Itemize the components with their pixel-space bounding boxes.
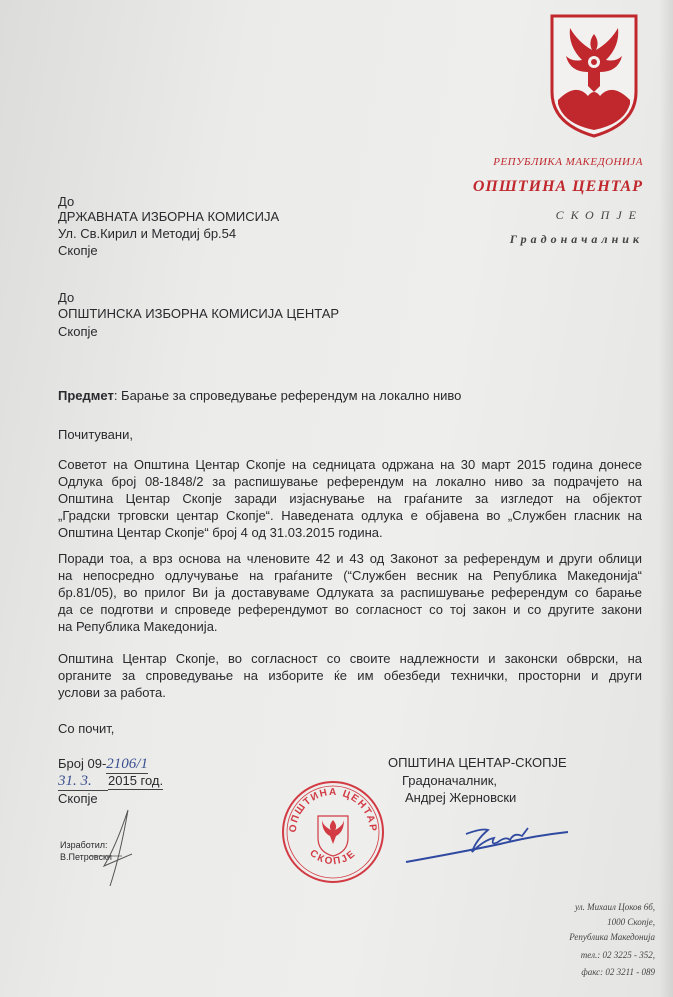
reference-number-handwritten: 2106/1	[106, 756, 148, 772]
reference-city: Скопје	[58, 791, 98, 806]
subject-line	[58, 387, 461, 404]
reference-date-handwritten: 31. 3.	[58, 773, 108, 791]
recipient2-city: Скопје	[58, 324, 98, 339]
letterhead-city: СКОПЈЕ	[555, 208, 643, 222]
stamp-bottom-text: СКОПЈЕ	[307, 847, 359, 868]
svg-text:СКОПЈЕ	[307, 848, 358, 868]
letterhead-municipality: ОПШТИНА ЦЕНТАР	[472, 178, 643, 195]
paragraph-2	[58, 550, 642, 635]
mayor-signature	[402, 818, 572, 874]
recipient2-to: До	[58, 290, 75, 305]
signatory-org: ОПШТИНА ЦЕНТАР-СКОПЈЕ	[388, 755, 567, 770]
page-edge-shadow	[659, 0, 673, 997]
greeting: Почитувани,	[58, 427, 133, 442]
paragraph-3	[58, 650, 642, 701]
recipient1-name: ДРЖАВНАТА ИЗБОРНА КОМИСИЈА	[58, 209, 280, 224]
recipient1-to: До	[58, 194, 75, 209]
stamp-top-text: ОПШТИНА ЦЕНТАР	[287, 786, 379, 833]
address-country: Република Македонија	[569, 932, 655, 942]
subject-text: : Барање за спроведување референдум на локално ниво	[113, 388, 462, 403]
paragraph-1	[58, 456, 642, 541]
paragraph-2-line: на Република Македонија.	[58, 619, 218, 634]
reference-number-prefix: Број 09-	[58, 756, 107, 771]
paragraph-1-line: Советот на Општина Центар Скопје на седницата одржана на 30 март 2015 година донесе	[58, 457, 642, 472]
prepared-by-name: В.Петровски	[60, 852, 112, 862]
reference-date-suffix: 2015 год.	[108, 773, 164, 788]
paragraph-3-line: Општина Центар Скопје, во согласност со своите надлежности и законски обврски, на	[58, 651, 642, 666]
paragraph-2-line: бр.81/05), во прилог Ви ја доставуваме Одлуката за распишување референдум со барање	[58, 585, 642, 600]
official-stamp	[278, 776, 388, 888]
letterhead-republic: РЕПУБЛИКА МАКЕДОНИЈА	[493, 156, 643, 168]
paragraph-3-line: услови за работа.	[58, 685, 166, 700]
paragraph-1-line: „Градски трговски центар Скопје“. Наведената одлука е објавена во „Службен гласник на	[58, 508, 642, 523]
prepared-by-label: Изработил:	[60, 840, 108, 850]
closing: Со почит,	[58, 721, 115, 736]
paragraph-1-line: Општина Центар Скопје“ број 4 од 31.03.2015 година.	[58, 525, 383, 540]
subject-label: Предмет	[58, 388, 114, 403]
address-street: ул. Михаил Цоков 6б,	[574, 902, 655, 912]
paragraph-1-line: Општина Центар Скопје заради изјаснување на граѓаните за изгледот на објектот	[58, 491, 642, 506]
signatory-role: Градоначалник,	[402, 773, 498, 788]
paragraph-2-line: на непосредно одлучување на граѓаните (“Службен весник на Република Македонија“	[58, 568, 642, 583]
recipient1-city: Скопје	[58, 243, 98, 258]
reference-date	[58, 772, 163, 791]
prepared-by-signature	[60, 806, 150, 886]
recipient1-street: Ул. Св.Кирил и Методиј бр.54	[58, 226, 237, 241]
paragraph-2-line: да се подготви и спроведе референдумот во согласност со тој закон и со другите закони	[58, 602, 642, 617]
address-postal: 1000 Скопје,	[607, 917, 655, 927]
address-fax: факс: 02 3211 - 089	[581, 967, 655, 977]
municipality-crest-logo	[548, 12, 640, 140]
paragraph-1-line: Одлука број 08-1848/2 за распишување референдум на локално ниво за подрачјето на	[58, 474, 642, 489]
paragraph-2-line: Поради тоа, а врз основа на членовите 42 и 43 од Законот за референдум и други облици	[58, 551, 642, 566]
address-tel: тел.: 02 3225 - 352,	[580, 950, 655, 960]
paragraph-3-line: органите за спроведување на изборите ќе им обезбеди технички, просторни и други	[58, 668, 642, 683]
signatory-name: Андреј Жерновски	[405, 790, 517, 805]
letterhead-title: Градоначалник	[509, 232, 643, 246]
recipient2-name: ОПШТИНСКА ИЗБОРНА КОМИСИЈА ЦЕНТАР	[58, 306, 340, 321]
